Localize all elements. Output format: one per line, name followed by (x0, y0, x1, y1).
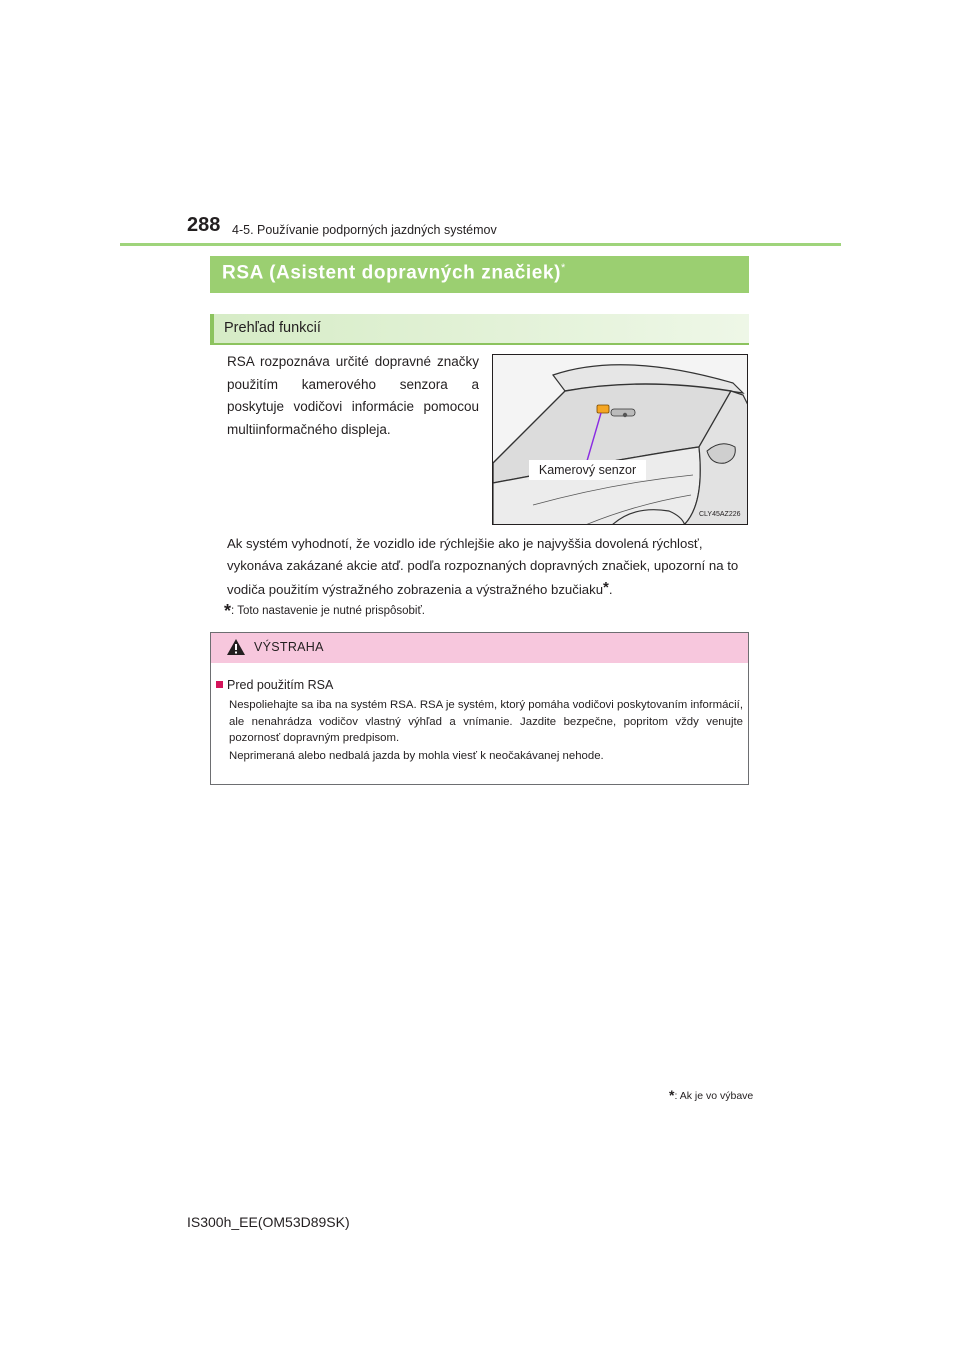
customization-note: *: Toto nastavenie je nutné prispôsobiť. (224, 601, 425, 621)
intro-paragraph: RSA rozpoznáva určité dopravné značky použitím kamerového senzora a poskytuje vodičovi informácie pomocou multiinformačného displeja. (227, 354, 479, 437)
page-number: 288 (187, 214, 221, 236)
section-title: RSA (Asistent dopravných značiek)* (222, 262, 566, 284)
optional-equipment-marker: * (561, 262, 566, 274)
subsection-underline (210, 343, 749, 345)
header-rule (120, 243, 841, 246)
warning-paragraph-2: Neprimeraná alebo nedbalá jazda by mohla viesť k neočakávanej nehode. (229, 750, 604, 762)
car-windshield-icon (493, 355, 748, 525)
document-id: IS300h_EE(OM53D89SK) (187, 1214, 350, 1230)
camera-sensor-illustration (492, 354, 748, 525)
body-paragraph: Ak systém vyhodnotí, že vozidlo ide rýchlejšie ako je najvyššia dovolená rýchlosť, vykonáva zakázané akcie atď. podľa rozpoznaných dopravných značiek, upozorní na to vodiča použitím výstražného zobrazenia a výstražného bzučiaku*. (227, 536, 739, 597)
warning-triangle-icon (226, 638, 246, 656)
warning-subheading: Pred použitím RSA (216, 678, 333, 692)
figure-code: CLY45AZ226 (699, 511, 741, 518)
equipment-footnote: *: Ak je vo výbave (669, 1087, 754, 1103)
warning-paragraph-1: Nespoliehajte sa iba na systém RSA. RSA je systém, ktorý pomáha vodičovi poskytovaním informácií, ale nenahrádza vodičov vlastný výhľad a vnímanie. Jazdite bezpečne, popritom vždy venujte pozornosť dopravným predpisom. (229, 699, 743, 744)
customization-marker: * (603, 579, 609, 596)
bullet-square-icon (216, 681, 223, 688)
camera-sensor-label: Kamerový senzor (529, 460, 646, 480)
warning-title: VÝSTRAHA (254, 640, 324, 654)
chapter-title: 4-5. Používanie podporných jazdných systémov (232, 223, 497, 237)
subsection-title: Prehľad funkcií (224, 320, 321, 336)
